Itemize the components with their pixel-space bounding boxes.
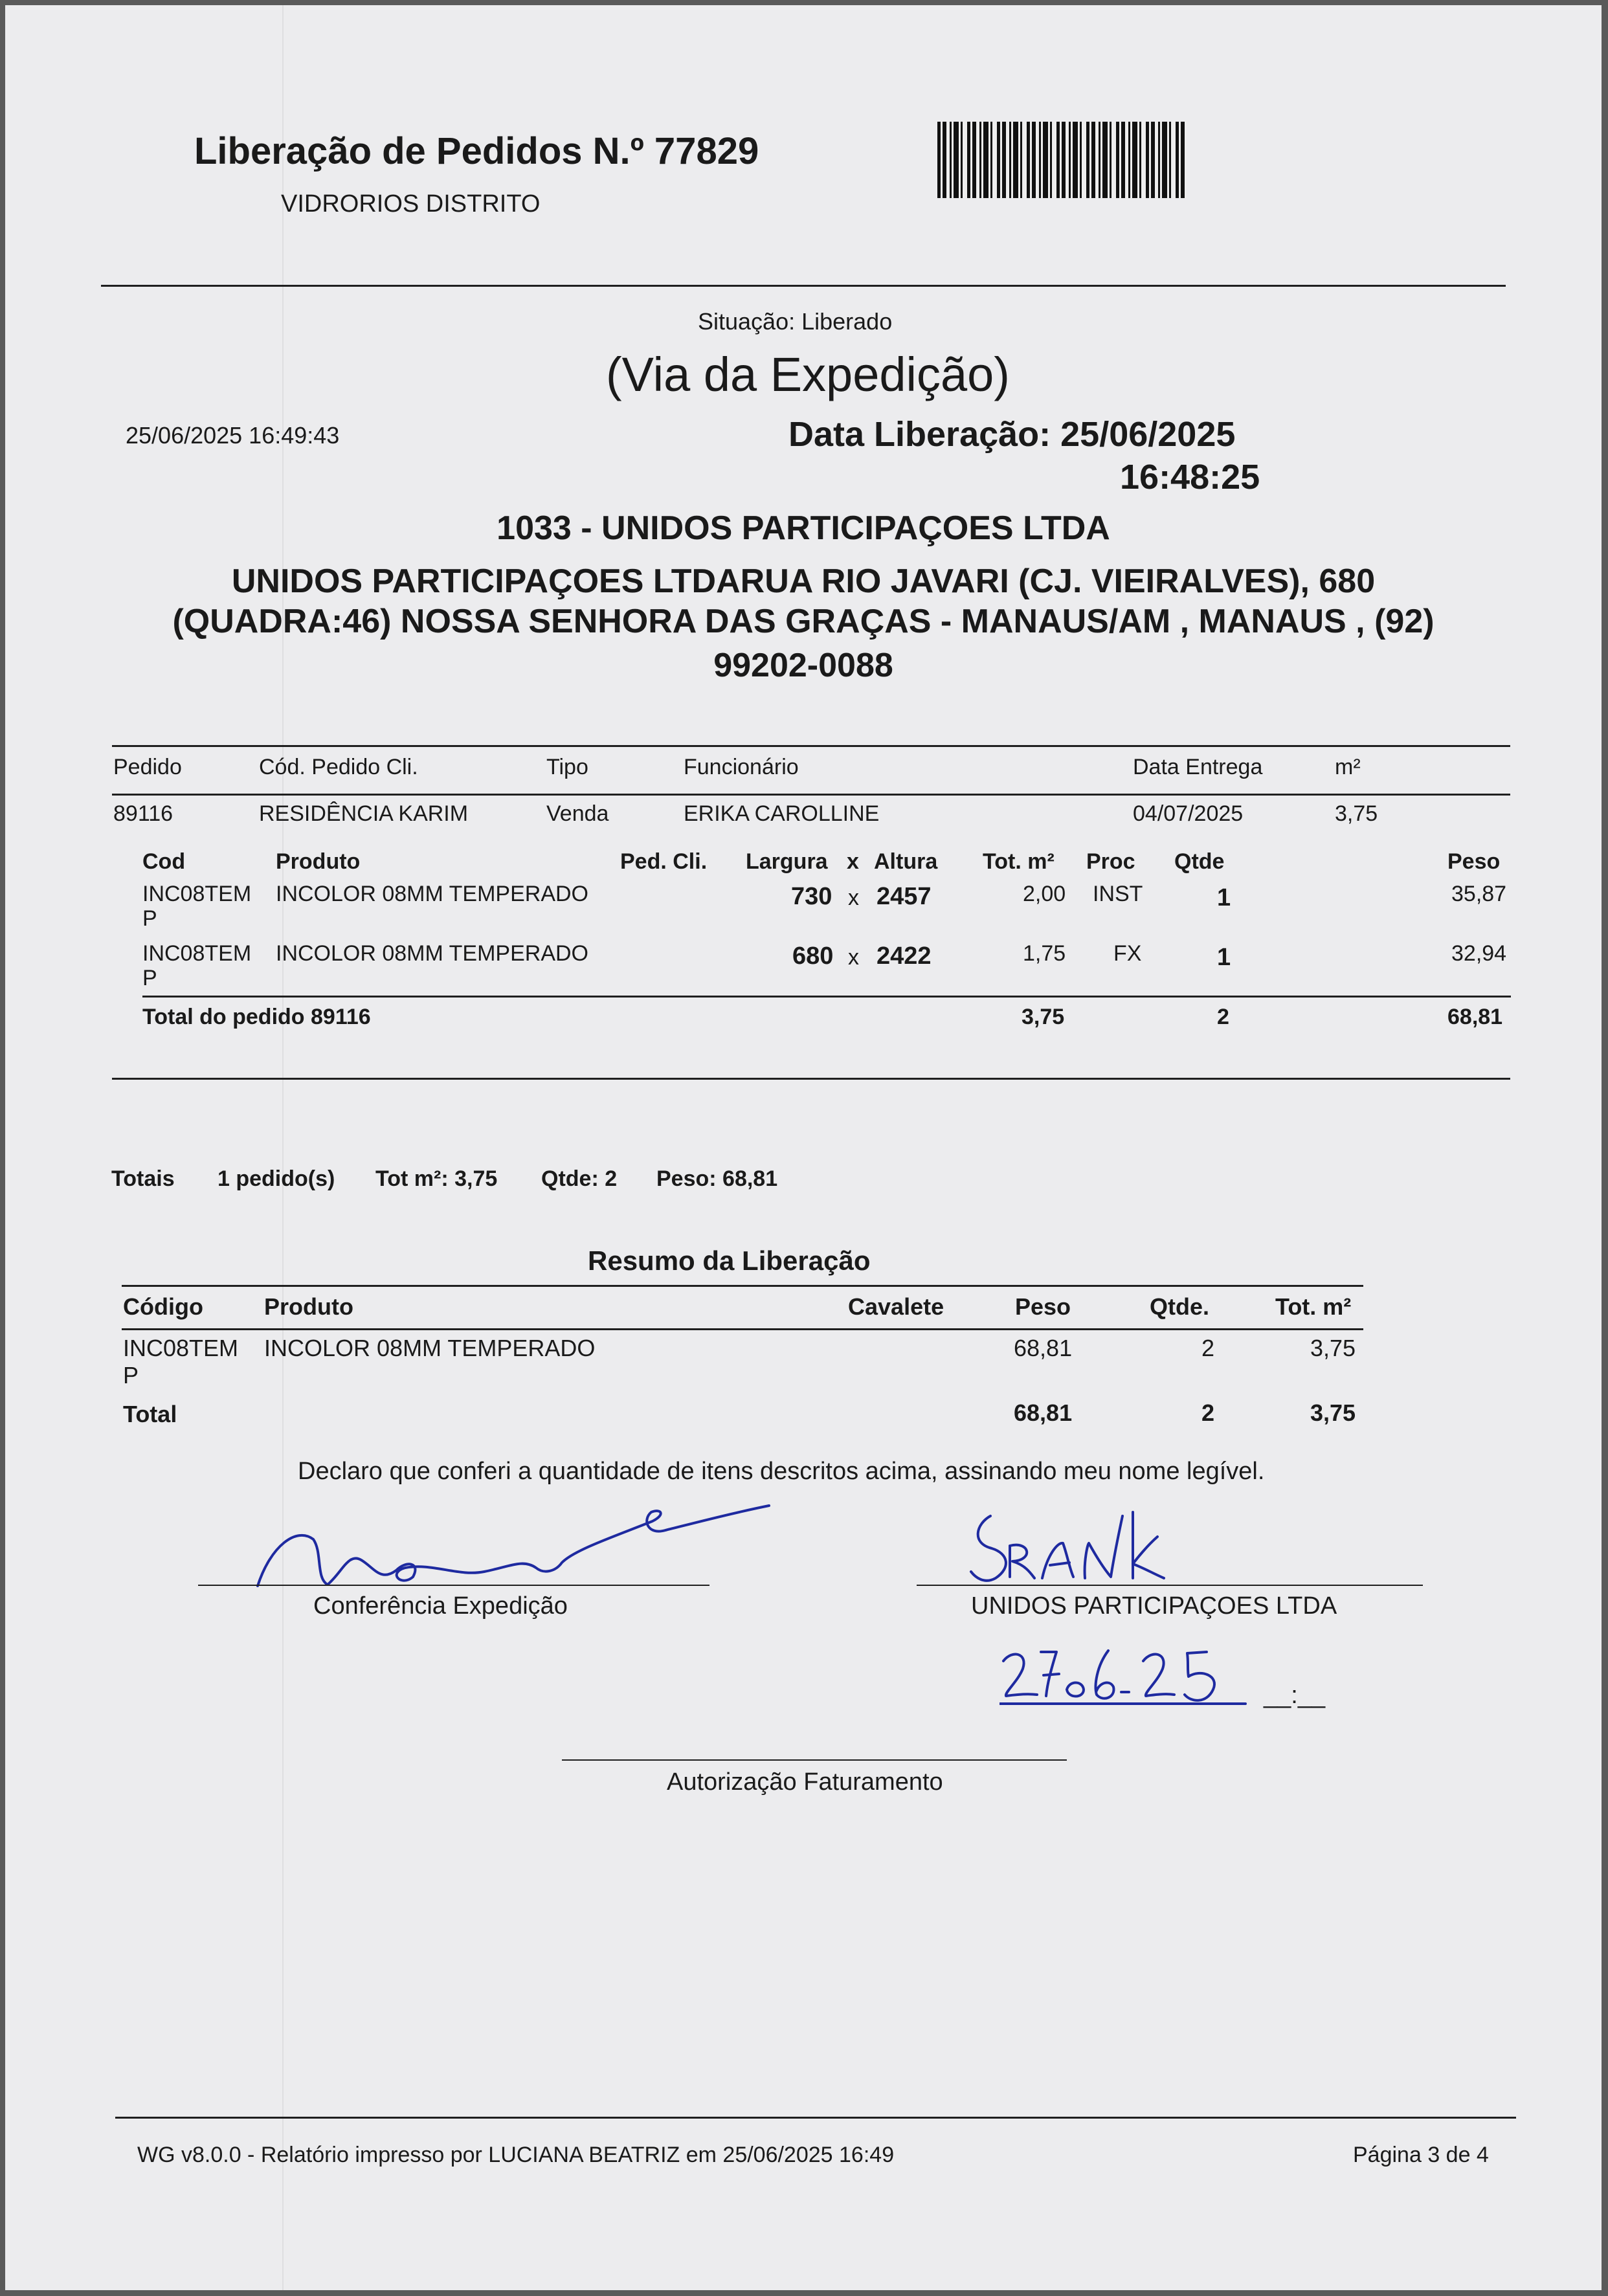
summary-produto: INCOLOR 08MM TEMPERADO (264, 1335, 596, 1361)
order-m2: 3,75 (1335, 801, 1378, 826)
summary-header-rule (122, 1328, 1363, 1330)
item-peso: 35,87 (1451, 882, 1507, 906)
order-total-label: Total do pedido 89116 (142, 1005, 371, 1029)
order-table-header-rule (112, 794, 1510, 796)
item-qtde: 1 (1217, 944, 1231, 971)
col-peso: Peso (1447, 849, 1501, 874)
item-largura: 730 (791, 883, 832, 910)
signature-caption-client: UNIDOS PARTICIPAÇOES LTDA (971, 1592, 1337, 1620)
client-code-name: 1033 - UNIDOS PARTICIPAÇOES LTDA (497, 509, 1110, 547)
item-cod-cont: P (142, 966, 157, 990)
col-cod: Cod (142, 849, 186, 874)
client-address-line1: UNIDOS PARTICIPAÇOES LTDARUA RIO JAVARI (CJ. VIEIRALVES), 680 (231, 563, 1376, 600)
col-tot-m2: Tot. m² (983, 849, 1055, 874)
paper-fold (282, 5, 284, 2290)
delivery-date: 04/07/2025 (1133, 801, 1244, 826)
col-qtde: Qtde. (1150, 1293, 1210, 1320)
order-total-m2: 3,75 (1022, 1005, 1065, 1029)
summary-total-tot-m2: 3,75 (1310, 1399, 1356, 1426)
summary-title: Resumo da Liberação (588, 1245, 871, 1276)
handwritten-signature-conferencia (251, 1500, 782, 1598)
summary-total-peso: 68,81 (1014, 1399, 1073, 1426)
order-total-peso: 68,81 (1447, 1005, 1503, 1029)
summary-qtde: 2 (1201, 1335, 1215, 1361)
order-type: Venda (546, 801, 609, 826)
summary-total-qtde: 2 (1201, 1399, 1215, 1426)
item-tot-m2: 1,75 (1023, 941, 1066, 966)
summary-total-label: Total (123, 1401, 177, 1427)
item-x: x (848, 886, 859, 910)
col-largura: Largura (746, 849, 828, 874)
totals-peso: Peso: 68,81 (656, 1166, 778, 1191)
order-table-top-rule (112, 745, 1510, 747)
summary-codigo-cont: P (123, 1362, 139, 1388)
summary-tot-m2: 3,75 (1310, 1335, 1356, 1361)
signature-line-client (917, 1585, 1423, 1586)
declaration-text: Declaro que conferi a quantidade de itens descritos acima, assinando meu nome legível. (298, 1458, 1265, 1485)
item-produto: INCOLOR 08MM TEMPERADO (276, 941, 589, 966)
summary-codigo: INC08TEM (123, 1335, 239, 1361)
footer-printed-by: WG v8.0.0 - Relatório impresso por LUCIANA BEATRIZ em 25/06/2025 16:49 (137, 2143, 895, 2167)
summary-top-rule (122, 1285, 1363, 1287)
item-qtde: 1 (1217, 884, 1231, 911)
order-table-bottom-rule (112, 1078, 1510, 1080)
client-address-line3: 99202-0088 (713, 647, 893, 684)
totals-orders: 1 pedido(s) (218, 1166, 335, 1191)
document-title: Liberação de Pedidos N.º 77829 (194, 130, 759, 172)
via-title: (Via da Expedição) (606, 348, 1010, 401)
barcode (937, 122, 1187, 198)
col-qtde: Qtde (1174, 849, 1225, 874)
footer-divider (115, 2117, 1516, 2119)
col-funcionario: Funcionário (684, 755, 799, 779)
print-timestamp: 25/06/2025 16:49:43 (126, 422, 340, 449)
col-proc: Proc (1086, 849, 1135, 874)
item-cod-cont: P (142, 906, 157, 931)
item-altura: 2457 (877, 883, 932, 910)
col-tot-m2: Tot. m² (1275, 1293, 1352, 1320)
signature-caption-autorizacao: Autorização Faturamento (667, 1768, 943, 1796)
item-proc: INST (1093, 882, 1143, 906)
footer-page-number: Página 3 de 4 (1353, 2143, 1489, 2167)
order-employee: ERIKA CAROLLINE (684, 801, 880, 826)
col-ped-cli: Ped. Cli. (620, 849, 708, 874)
totals-label: Totais (111, 1166, 175, 1191)
status-label: Situação: Liberado (698, 308, 893, 335)
col-produto: Produto (264, 1293, 353, 1320)
client-order-ref: RESIDÊNCIA KARIM (259, 801, 469, 826)
item-x: x (848, 945, 859, 970)
signature-line-conferencia (198, 1585, 709, 1586)
item-cod: INC08TEM (142, 941, 252, 966)
header-divider (101, 285, 1506, 287)
handwritten-date (999, 1643, 1258, 1714)
item-peso: 32,94 (1451, 941, 1507, 966)
order-total-qtde: 2 (1217, 1005, 1229, 1029)
item-tot-m2: 2,00 (1023, 882, 1066, 906)
item-largura: 680 (792, 942, 834, 970)
signature-caption-conferencia: Conferência Expedição (313, 1592, 568, 1620)
totals-qtde: Qtde: 2 (541, 1166, 618, 1191)
company-branch: VIDRORIOS DISTRITO (281, 190, 541, 217)
col-cavalete: Cavalete (848, 1293, 944, 1320)
handwritten-signature-client (963, 1506, 1170, 1590)
item-cod: INC08TEM (142, 882, 252, 906)
time-blank: __:__ (1264, 1682, 1326, 1709)
col-tipo: Tipo (546, 755, 588, 779)
col-data-entrega: Data Entrega (1133, 755, 1263, 779)
client-address-line2: (QUADRA:46) NOSSA SENHORA DAS GRAÇAS - MANAUS/AM , MANAUS , (92) (172, 603, 1435, 640)
col-altura: Altura (874, 849, 938, 874)
order-number: 89116 (113, 801, 173, 826)
items-total-rule (142, 996, 1511, 998)
summary-peso: 68,81 (1014, 1335, 1073, 1361)
col-codigo: Código (123, 1293, 203, 1320)
col-pedido: Pedido (113, 755, 182, 779)
col-x: x (847, 849, 859, 874)
col-produto: Produto (276, 849, 361, 874)
col-m2: m² (1335, 755, 1361, 779)
item-proc: FX (1113, 941, 1142, 966)
col-peso: Peso (1015, 1293, 1071, 1320)
totals-m2: Tot m²: 3,75 (375, 1166, 498, 1191)
release-time: 16:48:25 (1120, 458, 1260, 496)
item-altura: 2422 (877, 942, 932, 970)
item-produto: INCOLOR 08MM TEMPERADO (276, 882, 589, 906)
document-page (5, 5, 1602, 2290)
signature-line-autorizacao (562, 1759, 1067, 1761)
col-cod-pedido-cli: Cód. Pedido Cli. (259, 755, 418, 779)
release-date: Data Liberação: 25/06/2025 (788, 415, 1236, 454)
